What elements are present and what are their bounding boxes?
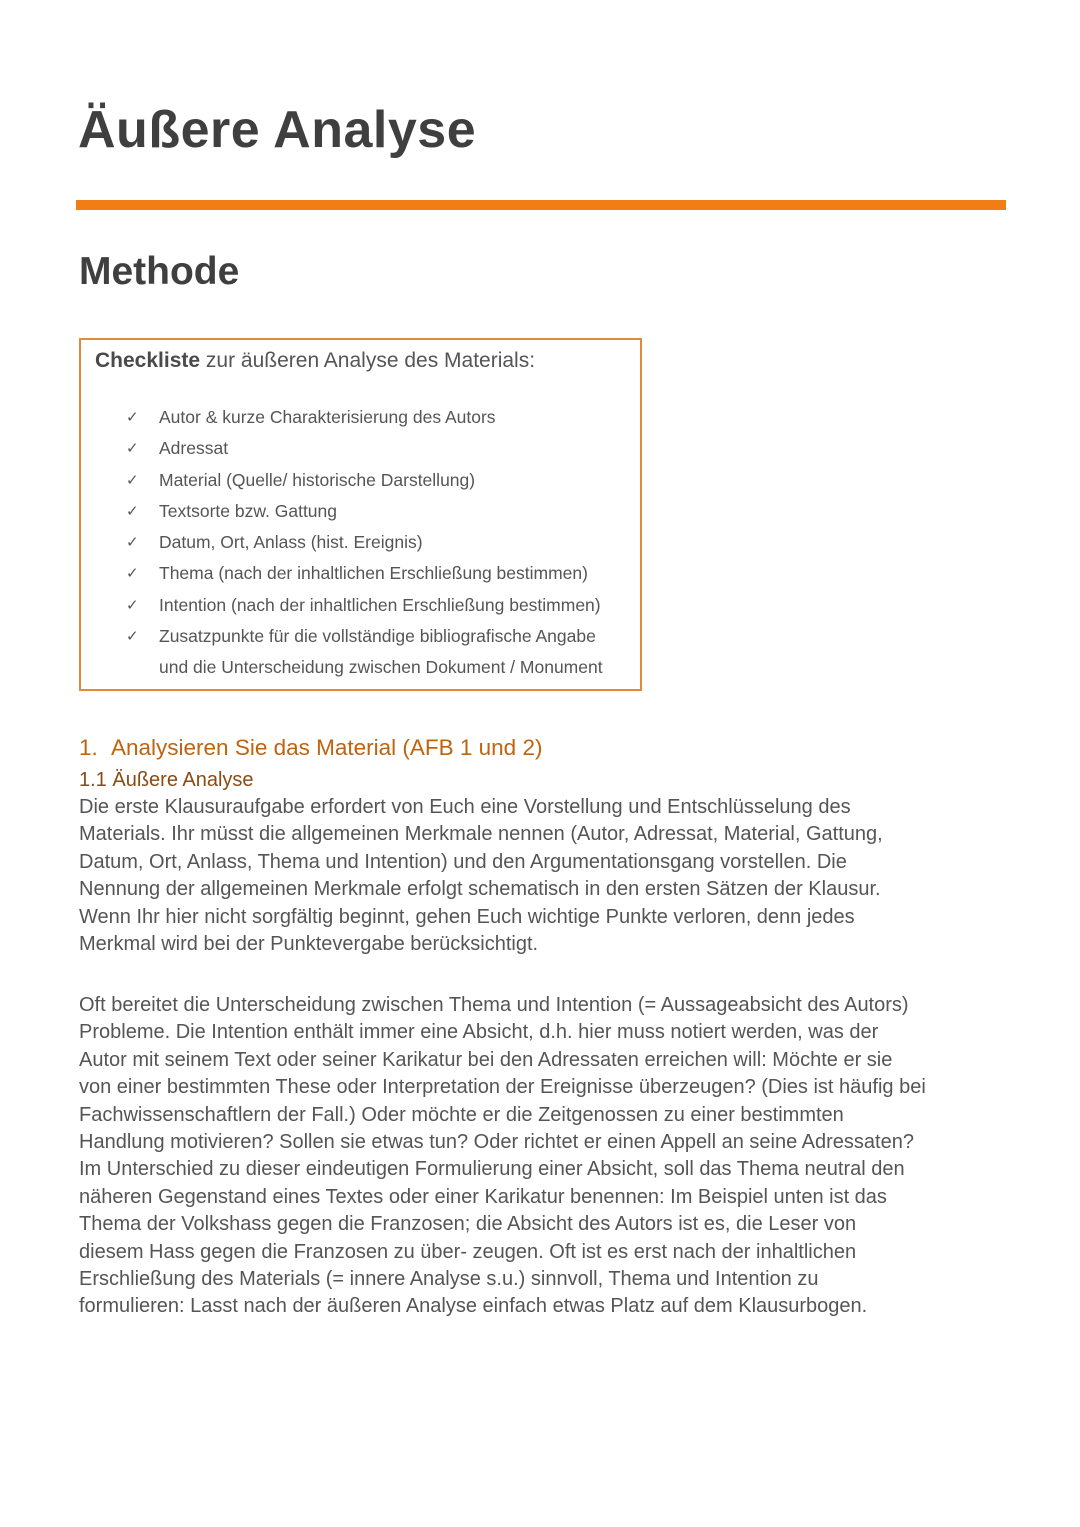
checklist-intro [95,346,535,376]
checklist-item [81,496,603,527]
paragraph-line: Datum, Ort, Anlass, Thema und Intention) und den Argumentationsgang vorstellen. Die [79,850,847,873]
body-paragraph-2 [79,992,926,1321]
paragraph-line: formulieren: Lasst nach der äußeren Analyse einfach etwas Platz auf dem Klausurbogen. [79,1295,868,1318]
task-heading-text: Analysieren Sie das Material (AFB 1 und 2) [111,735,543,760]
body-paragraph-1 [79,794,883,958]
checkmark-icon: ✓ [126,533,139,552]
checkmark-icon: ✓ [126,501,139,520]
checklist-item [81,402,603,433]
checklist-intro-bold: Checkliste [95,349,201,372]
checklist-item [81,465,603,496]
checkmark-icon: ✓ [126,595,139,614]
checklist-item-label: Adressat [159,438,229,459]
paragraph-line: Oft bereitet die Unterscheidung zwischen Thema und Intention (= Aussageabsicht des Autors) [79,994,909,1016]
title-divider [76,200,1006,210]
checklist-item-continuation: und die Unterscheidung zwischen Dokument / Monument [159,657,603,678]
paragraph-line: diesem Hass gegen die Franzosen zu über- zeugen. Oft ist es erst nach der inhaltlichen [79,1240,857,1263]
paragraph-line: Die erste Klausuraufgabe erfordert von Euch eine Vorstellung und Entschlüsselung des [79,796,851,818]
paragraph-line: näheren Gegenstand eines Textes oder einer Karikatur benennen: Im Beispiel unten ist das [79,1185,887,1208]
checklist-item-label: Material (Quelle/ historische Darstellung) [159,469,476,490]
paragraph-line: Wenn Ihr hier nicht sorgfältig beginnt, gehen Euch wichtige Punkte verloren, denn jedes [79,905,855,928]
checklist-item [81,590,603,621]
checkmark-icon: ✓ [126,564,139,583]
checklist-box [79,338,642,691]
paragraph-line: Erschließung des Materials (= innere Analyse s.u.) sinnvoll, Thema und Intention zu [79,1268,819,1291]
paragraph-line: Materials. Ihr müsst die allgemeinen Merkmale nennen (Autor, Adressat, Material, Gattung, [79,823,883,846]
checkmark-icon: ✓ [126,470,139,489]
paragraph-line: von einer bestimmten These oder Interpretation der Ereignisse überzeugen? (Dies ist häufig bei [79,1076,926,1099]
checklist-intro-text: zur äußeren Analyse des Materials: [200,349,536,372]
page-title: Äußere Analyse [78,101,477,159]
checklist-item-label: Intention (nach der inhaltlichen Erschließung bestimmen) [159,594,601,615]
paragraph-line: Thema der Volkshass gegen die Franzosen; die Absicht des Autors ist es, die Leser von [79,1213,857,1236]
checklist-item-label: Zusatzpunkte für die vollständige bibliografische Angabe [159,626,596,647]
paragraph-line: Im Unterschied zu dieser eindeutigen Formulierung einer Absicht, soll das Thema neutral den [79,1158,905,1181]
paragraph-line: Autor mit seinem Text oder seiner Karikatur bei den Adressaten erreichen will: Möchte er sie [79,1048,893,1071]
paragraph-line: Nennung der allgemeinen Merkmale erfolgt schematisch in den ersten Sätzen der Klausur. [79,878,881,901]
checkmark-icon: ✓ [126,408,139,426]
paragraph-line: Fachwissenschaftlern der Fall.) Oder möchte er die Zeitgenossen zu einer bestimmten [79,1103,844,1126]
sub-heading: 1.1 Äußere Analyse [79,769,254,791]
checklist-item [81,558,603,589]
paragraph-line: Merkmal wird bei der Punktevergabe berücksichtigt. [79,933,539,956]
checkmark-icon: ✓ [126,439,139,458]
checklist-list [81,402,603,684]
checklist-item [81,527,603,558]
paragraph-line: Probleme. Die Intention enthält immer eine Absicht, d.h. hier muss notiert werden, was der [79,1021,879,1044]
task-heading [79,732,542,764]
checkmark-icon: ✓ [126,627,139,646]
checklist-item-label: Textsorte bzw. Gattung [159,500,338,521]
checklist-item [81,621,603,684]
section-heading-methode: Methode [79,250,240,293]
task-number: 1. [79,735,98,760]
checklist-item-label: Thema (nach der inhaltlichen Erschließung bestimmen) [159,563,588,584]
checklist-item [81,433,603,464]
checklist-item-label: Datum, Ort, Anlass (hist. Ereignis) [159,532,423,553]
checklist-item-label: Autor & kurze Charakterisierung des Autors [159,407,496,427]
paragraph-line: Handlung motivieren? Sollen sie etwas tun? Oder richtet er einen Appell an seine Adressaten? [79,1131,914,1154]
